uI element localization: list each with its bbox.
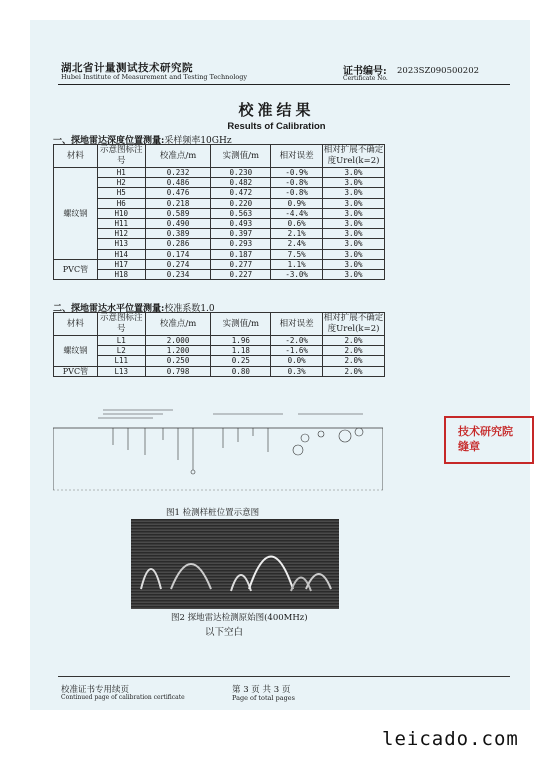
footer-divider [58, 676, 510, 677]
cell-unc: 3.0% [323, 198, 385, 208]
section2-title: 二、探地雷达水平位置测量: [53, 304, 165, 314]
cell-cal: 0.232 [145, 168, 211, 178]
sample-position-diagram [53, 400, 383, 500]
table-header [54, 145, 385, 168]
cell-err: -0.9% [271, 168, 323, 178]
cell-meas: 0.277 [211, 259, 271, 269]
cell-err: -0.8% [271, 188, 323, 198]
col-cal: 校准点/m [145, 145, 211, 168]
cell-id: H11 [97, 219, 145, 229]
cell-err: 0.6% [271, 219, 323, 229]
cell-cal: 0.490 [145, 219, 211, 229]
cell-err: -0.8% [271, 178, 323, 188]
cell-cal: 0.218 [145, 198, 211, 208]
material-cell: PVC管 [54, 259, 98, 279]
cell-id: H12 [97, 229, 145, 239]
watermark: leicado.com [382, 728, 519, 750]
cell-err: 2.1% [271, 229, 323, 239]
header-divider [58, 84, 510, 85]
col-err: 相对误差 [271, 313, 323, 336]
cell-meas: 0.220 [211, 198, 271, 208]
col-label: 示意图标注号 [97, 313, 145, 336]
table-row [54, 229, 385, 239]
cell-id: H17 [97, 259, 145, 269]
cell-meas: 0.293 [211, 239, 271, 249]
cell-unc: 2.0% [323, 356, 385, 366]
page-title: 校准结果 [238, 101, 315, 119]
footer-page-en: Page of total pages [232, 694, 295, 702]
cell-err: 1.1% [271, 259, 323, 269]
table-row [54, 188, 385, 198]
table-header [54, 313, 385, 336]
cell-meas: 0.563 [211, 208, 271, 218]
figure2-caption: 图2 探地雷达检测原始图(400MHz) [171, 613, 308, 623]
table-row [54, 249, 385, 259]
col-unc: 相对扩展不确定度Urel(k=2) [323, 145, 384, 166]
cell-cal: 0.250 [145, 356, 211, 366]
cell-meas: 0.230 [211, 168, 271, 178]
col-material: 材料 [54, 313, 98, 336]
cell-id: L1 [97, 336, 145, 346]
cell-cal: 0.234 [145, 270, 211, 280]
org-name-cn: 湖北省计量测试技术研究院 [61, 62, 193, 74]
cell-id: H5 [97, 188, 145, 198]
cell-unc: 3.0% [323, 208, 385, 218]
cert-label-en: Certificate No. [343, 75, 388, 82]
cell-id: H1 [97, 168, 145, 178]
cell-cal: 0.286 [145, 239, 211, 249]
cell-err: 0.3% [271, 366, 323, 376]
table-row [54, 356, 385, 366]
material-cell: 螺纹钢 [54, 168, 98, 260]
page-subtitle: Results of Calibration [227, 121, 326, 132]
cell-id: H18 [97, 270, 145, 280]
figure1-caption: 图1 检测样桩位置示意图 [166, 508, 260, 518]
cell-meas: 1.96 [211, 336, 271, 346]
cell-id: H2 [97, 178, 145, 188]
cell-unc: 3.0% [323, 259, 385, 269]
cell-cal: 0.476 [145, 188, 211, 198]
cell-err: 7.5% [271, 249, 323, 259]
cell-unc: 2.0% [323, 336, 385, 346]
table-row [54, 270, 385, 280]
cell-id: H14 [97, 249, 145, 259]
cell-cal: 0.274 [145, 259, 211, 269]
cell-unc: 3.0% [323, 219, 385, 229]
cell-unc: 2.0% [323, 366, 385, 376]
cert-label-cn: 证书编号: [343, 66, 387, 77]
cell-meas: 0.25 [211, 356, 271, 366]
seal-text: 技术研究院 缝章 [458, 425, 513, 453]
cell-err: 0.0% [271, 356, 323, 366]
material-cell: 螺纹钢 [54, 336, 98, 367]
cell-meas: 0.493 [211, 219, 271, 229]
cell-unc: 2.0% [323, 346, 385, 356]
cell-cal: 0.589 [145, 208, 211, 218]
cell-meas: 0.472 [211, 188, 271, 198]
footer-left-en: Continued page of calibration certificate [61, 694, 185, 701]
horizontal-table [53, 312, 385, 377]
section1-note: 采样频率10GHz [164, 136, 232, 146]
table-row [54, 178, 385, 188]
footer-page-cn: 第 3 页 共 3 页 [232, 685, 291, 695]
table-row [54, 259, 385, 269]
cell-meas: 0.80 [211, 366, 271, 376]
cell-meas: 0.397 [211, 229, 271, 239]
depth-table [53, 144, 385, 280]
cell-unc: 3.0% [323, 168, 385, 178]
cell-meas: 1.18 [211, 346, 271, 356]
blank-note: 以下空白 [205, 627, 244, 638]
col-cal: 校准点/m [145, 313, 211, 336]
table-row [54, 198, 385, 208]
cell-cal: 2.000 [145, 336, 211, 346]
table-row [54, 208, 385, 218]
cell-unc: 3.0% [323, 178, 385, 188]
section2-note: 校准系数1.0 [164, 304, 215, 314]
cell-meas: 0.227 [211, 270, 271, 280]
cell-id: L11 [97, 356, 145, 366]
cell-cal: 1.200 [145, 346, 211, 356]
cell-err: 2.4% [271, 239, 323, 249]
radar-scan-image [131, 519, 339, 609]
cert-number: 2023SZ090500202 [397, 66, 480, 76]
cell-id: H13 [97, 239, 145, 249]
cell-err: -3.0% [271, 270, 323, 280]
cell-cal: 0.486 [145, 178, 211, 188]
col-meas: 实测值/m [211, 145, 271, 168]
cell-err: -4.4% [271, 208, 323, 218]
cell-cal: 0.174 [145, 249, 211, 259]
cell-unc: 3.0% [323, 249, 385, 259]
cell-err: -2.0% [271, 336, 323, 346]
cell-unc: 3.0% [323, 229, 385, 239]
cell-err: 0.9% [271, 198, 323, 208]
cell-id: H10 [97, 208, 145, 218]
cell-cal: 0.389 [145, 229, 211, 239]
cell-unc: 3.0% [323, 270, 385, 280]
material-cell: PVC管 [54, 366, 98, 376]
org-name-en: Hubei Institute of Measurement and Testing Technology [61, 73, 248, 81]
col-unc: 相对扩展不确定度Urel(k=2) [323, 313, 384, 334]
cell-meas: 0.187 [211, 249, 271, 259]
table-row [54, 168, 385, 178]
col-meas: 实测值/m [211, 313, 271, 336]
cell-id: H6 [97, 198, 145, 208]
cell-cal: 0.798 [145, 366, 211, 376]
cell-err: -1.6% [271, 346, 323, 356]
col-err: 相对误差 [271, 145, 323, 168]
cell-meas: 0.482 [211, 178, 271, 188]
col-label: 示意图标注号 [97, 145, 145, 168]
table-row [54, 239, 385, 249]
table-row [54, 219, 385, 229]
table-row [54, 346, 385, 356]
cell-id: L13 [97, 366, 145, 376]
table-row [54, 336, 385, 346]
cell-unc: 3.0% [323, 239, 385, 249]
cell-id: L2 [97, 346, 145, 356]
section1-title: 一、探地雷达深度位置测量: [53, 136, 165, 146]
col-material: 材料 [54, 145, 98, 168]
cell-unc: 3.0% [323, 188, 385, 198]
footer-left-cn: 校准证书专用续页 [61, 685, 130, 695]
table-row [54, 366, 385, 376]
